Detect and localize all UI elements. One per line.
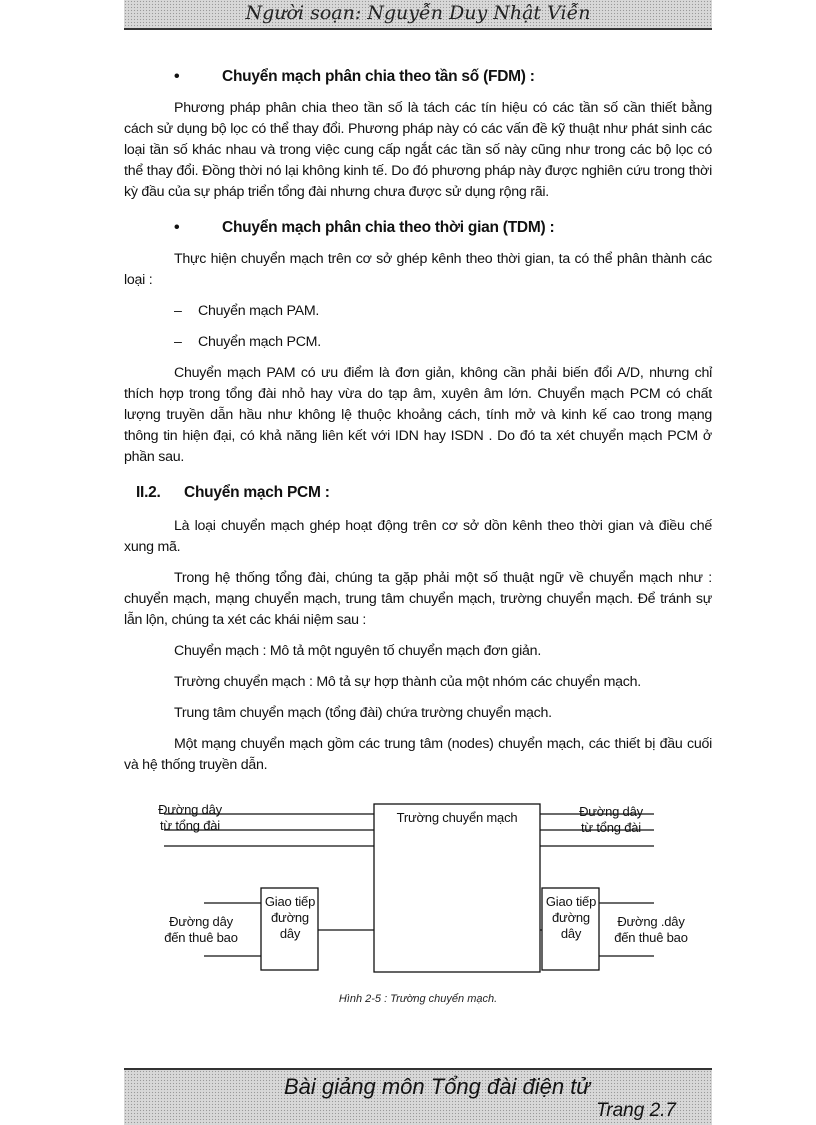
header-author: Người soạn: Nguyễn Duy Nhật Viễn <box>245 2 591 24</box>
left-interface-label: Giao tiếp đường dây <box>264 894 316 941</box>
heading-tdm <box>124 217 712 239</box>
definition-switch-center: Trung tâm chuyển mạch (tổng đài) chứa trường chuyển mạch. <box>174 705 552 721</box>
list-item-text: Chuyển mạch PCM. <box>198 334 321 350</box>
list-item-pam <box>124 301 712 322</box>
heading-pcm <box>124 482 712 504</box>
center-label: Trường chuyển mạch <box>396 810 518 825</box>
footer-page-number: Trang 2.7 <box>596 1100 676 1121</box>
center-box <box>374 804 540 972</box>
footer-course-title: Bài giảng môn Tổng đài điện tử <box>284 1074 591 1099</box>
section-number: II.2. <box>136 484 161 501</box>
page-footer <box>124 1068 712 1125</box>
figure-caption: Hình 2-5 : Trường chuyển mạch. <box>338 993 498 1005</box>
definition-switch-field: Trường chuyển mạch : Mô tả sự hợp thành của một nhóm các chuyển mạch. <box>174 674 641 690</box>
page-body <box>124 66 712 776</box>
right-interface-label: Giao tiếp đường dây <box>545 894 597 941</box>
paragraph-tdm-intro: Thực hiện chuyển mạch trên cơ sở ghép kênh theo thời gian, ta có thể phân thành các loại : <box>124 251 712 288</box>
dash-icon: – <box>174 303 182 319</box>
section-title: Chuyển mạch PCM : <box>184 484 330 501</box>
right-subscriber-label: Đường .dây đến thuê bao <box>614 914 688 945</box>
heading-fdm <box>124 66 712 88</box>
heading-fdm-text: Chuyển mạch phân chia theo tần số (FDM) : <box>222 68 535 85</box>
bullet-icon: • <box>174 219 180 236</box>
bullet-icon: • <box>174 68 180 85</box>
paragraph-pcm-2: Trong hệ thống tổng đài, chúng ta gặp phải một số thuật ngữ về chuyển mạch như : chuyển mạch, mạng chuyển mạch, trung tâm chuyển mạch, trường chuyển mạch. Để tránh sự lẫn lộn, chúng ta xét các khái niệm sau : <box>124 570 712 628</box>
paragraph-fdm: Phương pháp phân chia theo tần số là tách các tín hiệu có các tần số cần thiết bằng cách sử dụng bộ lọc có thể thay đổi. Phương pháp này có các vấn đề kỹ thuật như phát sinh các loại tần số khác nhau và trong việc cung cấp ngắt các tần số này cũng như trong các bộ lọc có thể thay đổi. Đồng thời nó lại không kinh tế. Do đó phương pháp này được nghiên cứu trong thời kỳ đầu của sự pháp triển tổng đài nhưng chưa được sử dụng rộng rãi. <box>124 100 712 200</box>
switching-field-diagram <box>124 798 712 1018</box>
list-item-text: Chuyển mạch PAM. <box>198 303 320 319</box>
paragraph-pcm-1: Là loại chuyển mạch ghép hoạt động trên cơ sở dồn kênh theo thời gian và điều chế xung mã. <box>124 518 712 555</box>
left-subscriber-label: Đường dây đến thuê bao <box>164 914 238 945</box>
heading-tdm-text: Chuyển mạch phân chia theo thời gian (TDM) : <box>222 219 555 236</box>
definition-switch: Chuyển mạch : Mô tả một nguyên tố chuyển mạch đơn giản. <box>174 643 542 659</box>
left-trunk-label: Đường dây từ tổng đài <box>158 802 222 833</box>
page-header <box>124 0 712 30</box>
right-trunk-label: Đường dây từ tổng đài <box>579 804 643 835</box>
list-item-pcm <box>124 332 712 353</box>
paragraph-pcm-3: Một mạng chuyển mạch gồm các trung tâm (nodes) chuyển mạch, các thiết bị đầu cuối và hệ thống truyền dẫn. <box>124 736 712 773</box>
paragraph-tdm-body: Chuyển mạch PAM có ưu điểm là đơn giản, không cần phải biến đổi A/D, nhưng chỉ thích hợp trong tổng đài nhỏ hay vừa do tạp âm, xuyên âm lớn. Chuyển mạch PCM có chất lượng truyền dẫn hầu như không lệ thuộc khoảng cách, tính mở và kinh kế cao trong mạng thông tin hiện đại, có khả năng liên kết với IDN hay ISDN . Do đó ta xét chuyển mạch PCM ở phần sau. <box>124 365 712 465</box>
dash-icon: – <box>174 334 182 350</box>
